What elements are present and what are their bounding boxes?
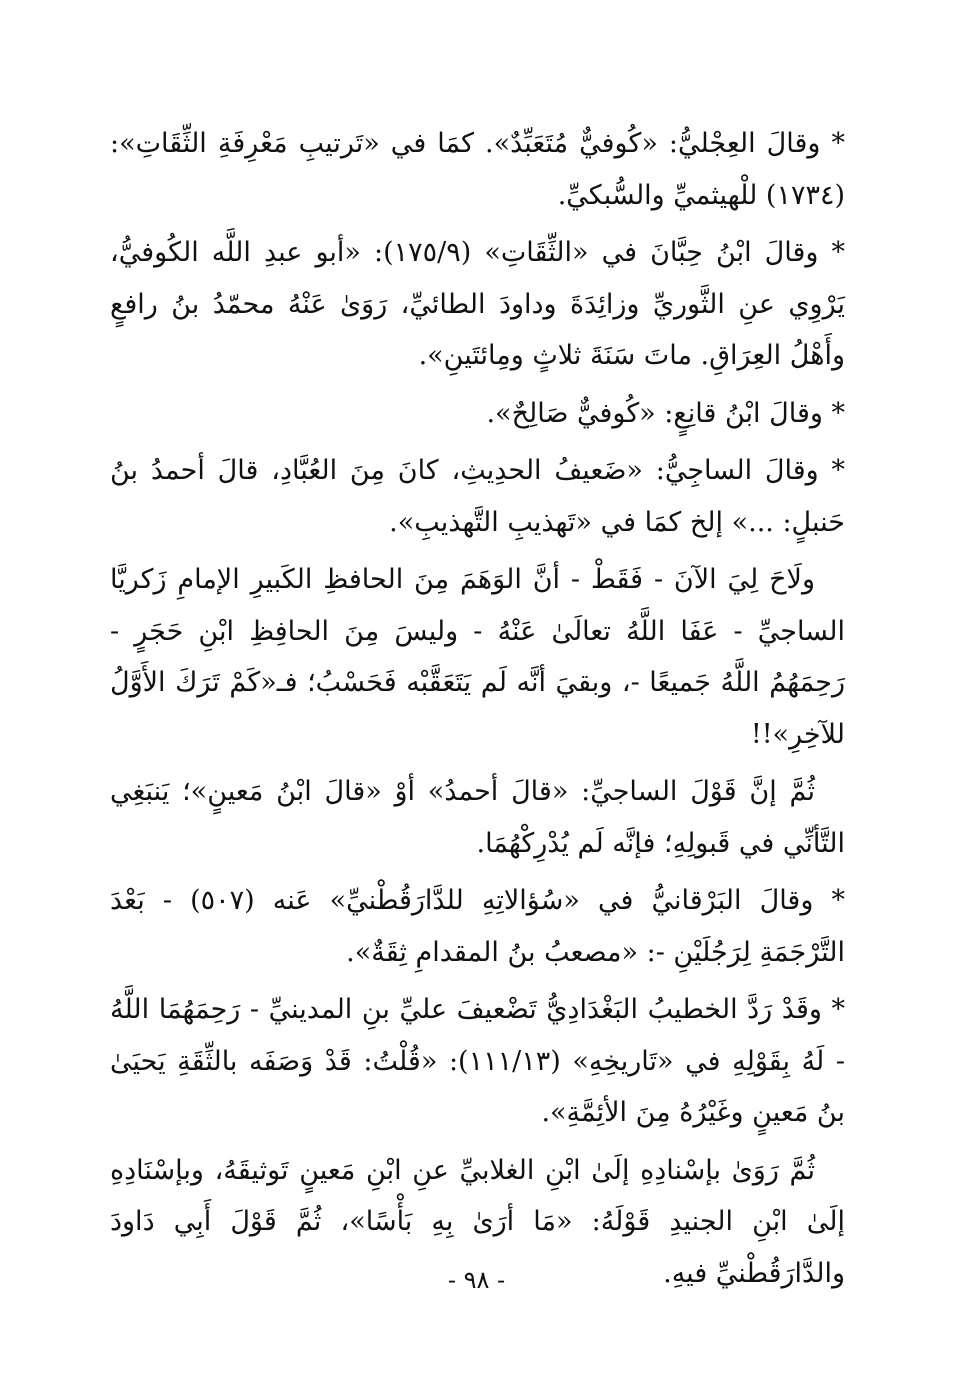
paragraph-barqani: * وقالَ البَرْقانيُّ في «سُؤالاتِهِ للدَّارَقُطْنيِّ» عَنه (٥٠٧) - بَعْدَ التَّرْجَمَةِ لِرَجُلَيْنِ -: «مصعبُ بنُ المقدامِ ثِقَةٌ». [110,885,845,968]
paragraph-saji-caution: ثُمَّ إنَّ قَوْلَ الساجيِّ: «قالَ أحمدُ» أوْ «قالَ ابْنُ مَعينٍ»؛ يَنبَغِي التَّأنِّي في قَبولِهِ؛ فإنَّه لَم يُدْرِكْهُمَا. [110,776,845,859]
page-body [110,118,845,1299]
paragraph-ibn-hibban: * وقالَ ابْنُ حِبَّانَ في «الثِّقَاتِ» (١٧٥/٩): «أبو عبدِ اللَّه الكُوفيُّ، يَرْوِي عنِ الثَّوريِّ وزائِدَةَ وداودَ الطائيِّ، رَوَىٰ عَنْهُ محمّدُ بنُ رافعٍ وأَهْلُ العِرَاقِ. ماتَ سَنَةَ ثلاثٍ ومِائتَينِ». [110,237,845,371]
paragraph-comment-saji: ولَاحَ لِيَ الآنَ - فَقَطْ - أنَّ الوَهَمَ مِنَ الحافظِ الكَبيرِ الإمامِ زَكريَّا الساجيِّ - عَفَا اللَّهُ تعالَىٰ عَنْهُ - وليسَ مِنَ الحافِظِ ابْنِ حَجَرٍ - رَحِمَهُمُ اللَّهُ جَميعًا -، وبقيَ أنَّه لَم يَتَعَقَّبْه فَحَسْبُ؛ فـ«كَمْ تَرَكَ الأَوَّلُ للآخِرِ»!! [110,564,845,750]
paragraph-ibn-qani: * وقالَ ابْنُ قانِعٍ: «كُوفيٌّ صَالِحٌ». [486,397,845,429]
page-number: - ٩٨ - [447,1266,506,1294]
paragraph-khatib: * وقَدْ رَدَّ الخطيبُ البَغْدَادِيُّ تَضْعيفَ عليِّ بنِ المدينيِّ - رَحِمَهُمَا اللَّهُ - لَهُ بِقَوْلِهِ في «تَاريخِهِ» (١١١/١٣): «قُلْتُ: قَدْ وَصَفَه بالثِّقَةِ يَحيَىٰ بنُ مَعينٍ وغَيْرُهُ مِنَ الأئِمَّةِ». [110,994,845,1128]
paragraph-isnad: ثُمَّ رَوَىٰ بإسْنادِهِ إلَىٰ ابْنِ الغلابيِّ عنِ ابْنِ مَعينٍ تَوثيقَهُ، وبإسْنَادِهِ إلَىٰ ابْنِ الجنيدِ قَوْلَهُ: «مَا أرَىٰ بِهِ بَأْسًا»، ثُمَّ قَوْلَ أَبِي دَاودَ والدَّارَقُطْنيِّ فيهِ. [110,1154,845,1289]
paragraph-saji: * وقالَ الساجِيُّ: «ضَعيفُ الحدِيثِ، كانَ مِنَ العُبَّادِ، قالَ أحمدُ بنُ حَنبلٍ: ...» إلخ كمَا في «تَهذيبِ التَّهذيبِ». [110,455,845,538]
paragraph-ijli: * وقالَ العِجْليُّ: «كُوفيٌّ مُتَعَبِّدٌ». كمَا في «تَرتيبِ مَعْرِفَةِ الثِّقَاتِ»: (١٧٣٤) للْهيثميِّ والسُّبكيِّ. [110,128,845,211]
